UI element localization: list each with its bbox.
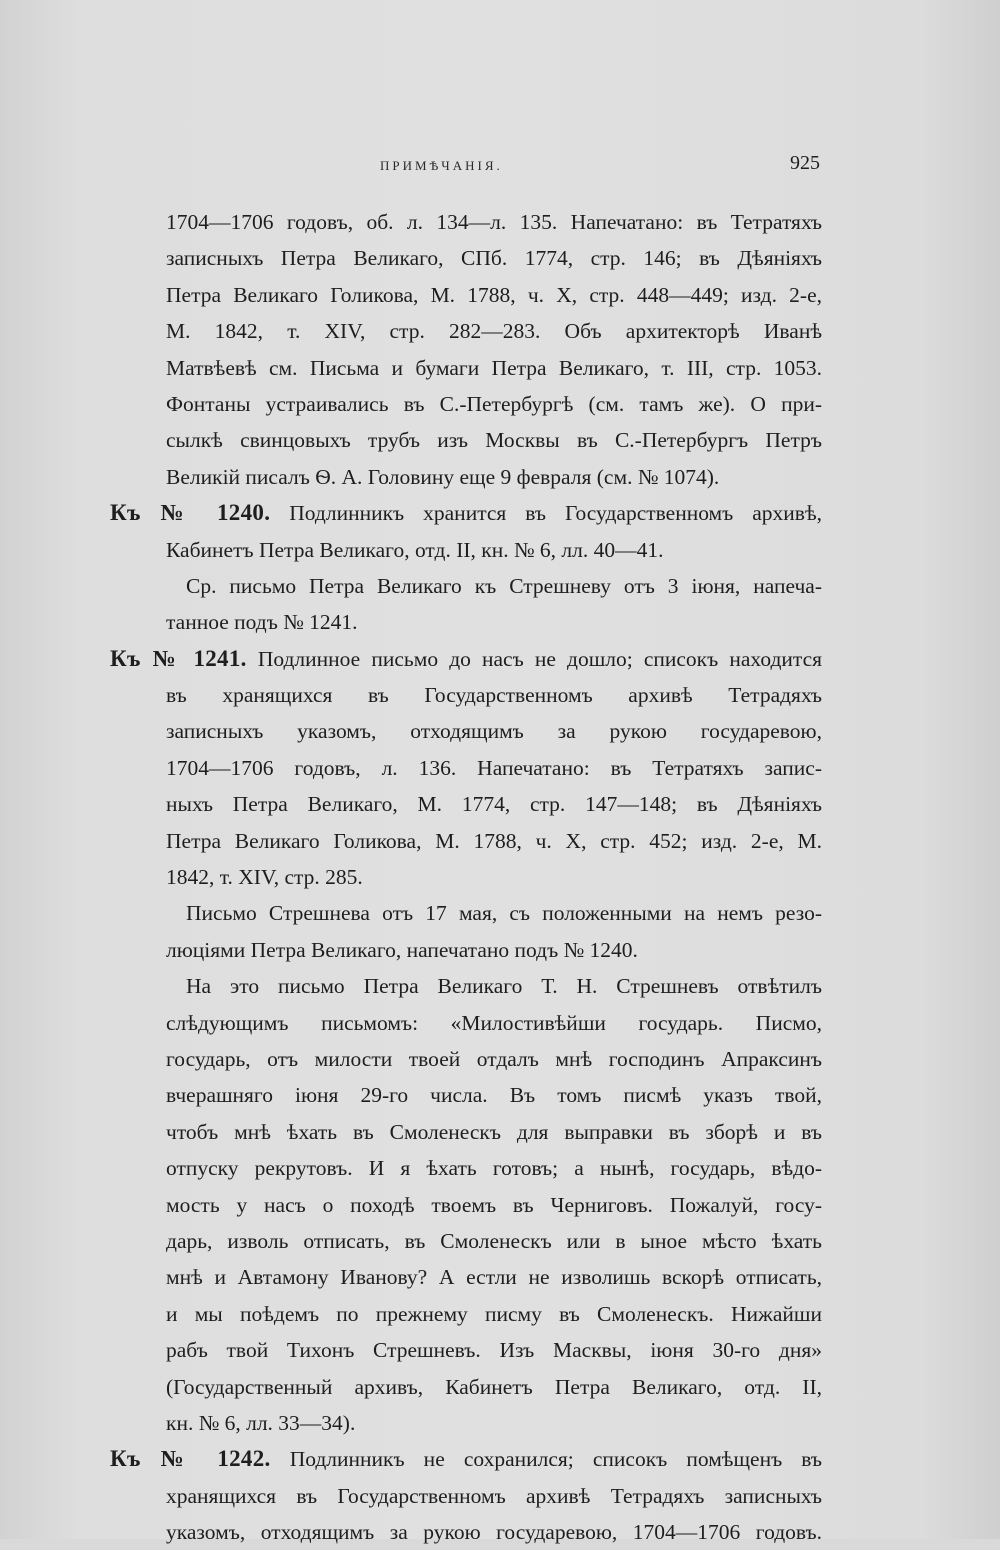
text-line bbox=[110, 459, 822, 495]
text-line bbox=[110, 1478, 822, 1514]
text-line bbox=[110, 277, 822, 313]
line-text: рабъ твой Тихонъ Стрешневъ. Изъ Масквы, іюня 30-го дня» bbox=[166, 1338, 822, 1363]
line-text: и мы поѣдемъ по прежнему писму въ Смоленескъ. Нижайши bbox=[166, 1301, 822, 1326]
line-text: въ хранящихся въ Государственномъ архивѣ Тетрадяхъ bbox=[166, 683, 822, 708]
line-text: Ср. письмо Петра Великаго къ Стрешневу отъ 3 іюня, напеча- bbox=[186, 573, 822, 598]
text-line bbox=[110, 1223, 822, 1259]
text-line bbox=[110, 532, 822, 568]
line-text: Матвѣевѣ см. Письма и бумаги Петра Великаго, т. III, стр. 1053. bbox=[166, 355, 822, 380]
line-text: Кабинетъ Петра Великаго, отд. II, кн. № 6, лл. 40—41. bbox=[166, 537, 664, 562]
text-line bbox=[110, 313, 822, 349]
running-title: ПРИМѢЧАНІЯ. bbox=[380, 158, 503, 173]
line-text: Подлинное письмо до насъ не дошло; списокъ находится bbox=[257, 646, 822, 671]
text-line bbox=[110, 713, 822, 749]
line-text: Письмо Стрешнева отъ 17 мая, съ положенными на немъ резо- bbox=[186, 901, 822, 926]
line-text: сылкѣ свинцовыхъ трубъ изъ Москвы въ С.-Петербургъ Петръ bbox=[166, 428, 822, 453]
line-text: мость у насъ о походѣ твоемъ въ Черниговъ. Пожалуй, госу- bbox=[166, 1192, 822, 1217]
line-text: слѣдующимъ письмомъ: «Милостивѣйши государь. Писмо, bbox=[166, 1010, 822, 1035]
text-line bbox=[110, 350, 822, 386]
line-text: отпуску рекрутовъ. И я ѣхать готовъ; а нынѣ, государь, вѣдо- bbox=[166, 1156, 822, 1181]
text-line bbox=[110, 204, 822, 240]
text-line bbox=[110, 1077, 822, 1113]
line-text: указомъ, отходящимъ за рукою государевою, 1704—1706 годовъ. bbox=[166, 1520, 822, 1545]
text-line bbox=[110, 1114, 822, 1150]
section-heading-line bbox=[110, 1441, 822, 1477]
text-line bbox=[110, 1259, 822, 1295]
text-line bbox=[110, 1332, 822, 1368]
text-line bbox=[110, 1005, 822, 1041]
running-head bbox=[0, 150, 1000, 180]
text-line bbox=[110, 968, 822, 1004]
line-text: М. 1842, т. XIV, стр. 282—283. Объ архитекторѣ Иванѣ bbox=[166, 319, 822, 344]
section-label: Къ № 1240. bbox=[110, 500, 271, 526]
line-text: люціями Петра Великаго, напечатано подъ № 1240. bbox=[166, 937, 638, 962]
text-line bbox=[110, 1296, 822, 1332]
line-text: На это письмо Петра Великаго Т. Н. Стрешневъ отвѣтилъ bbox=[186, 974, 822, 999]
line-text: чтобъ мнѣ ѣхать въ Смоленескъ для выправки въ зборѣ и въ bbox=[166, 1119, 822, 1144]
text-line bbox=[110, 932, 822, 968]
line-text: государь, отъ милости твоей отдалъ мнѣ господинъ Апраксинъ bbox=[166, 1046, 822, 1071]
text-line bbox=[110, 1369, 822, 1405]
text-line bbox=[110, 823, 822, 859]
text-line bbox=[110, 859, 822, 895]
section-heading-line bbox=[110, 495, 822, 531]
line-text: Петра Великаго Голикова, М. 1788, ч. X, стр. 448—449; изд. 2-е, bbox=[166, 282, 822, 307]
text-line bbox=[110, 240, 822, 276]
body-text bbox=[110, 204, 822, 1550]
line-text: 1704—1706 годовъ, л. 136. Напечатано: въ Тетратяхъ запис- bbox=[166, 755, 822, 780]
line-text: (Государственный архивъ, Кабинетъ Петра Великаго, отд. II, bbox=[166, 1374, 822, 1399]
text-line bbox=[110, 386, 822, 422]
text-line bbox=[110, 1041, 822, 1077]
text-line bbox=[110, 422, 822, 458]
line-text: мнѣ и Автамону Иванову? А естли не изволишь вскорѣ отписать, bbox=[166, 1265, 822, 1290]
text-line bbox=[110, 1187, 822, 1223]
line-text: вчерашняго іюня 29-го числа. Въ томъ писмѣ указъ твой, bbox=[166, 1083, 822, 1108]
text-line bbox=[110, 677, 822, 713]
text-line bbox=[110, 568, 822, 604]
line-text: 1842, т. XIV, стр. 285. bbox=[166, 865, 363, 890]
line-text: дарь, изволь отписать, въ Смоленескъ или в ыное мѣсто ѣхать bbox=[166, 1228, 822, 1253]
line-text: Подлинникъ не сохранился; списокъ помѣщенъ въ bbox=[289, 1447, 822, 1472]
text-line bbox=[110, 1150, 822, 1186]
line-text: ныхъ Петра Великаго, М. 1774, стр. 147—148; въ Дѣяніяхъ bbox=[166, 792, 822, 817]
line-text: Великій писалъ Ѳ. А. Головину еще 9 февраля (см. № 1074). bbox=[166, 464, 720, 489]
line-text: Подлинникъ хранится въ Государственномъ архивѣ, bbox=[289, 501, 822, 526]
section-label: Къ № 1242. bbox=[110, 1446, 271, 1472]
section-heading-line bbox=[110, 641, 822, 677]
text-line bbox=[110, 604, 822, 640]
line-text: танное подъ № 1241. bbox=[166, 610, 358, 635]
section-label: Къ № 1241. bbox=[110, 645, 247, 671]
line-text: записныхъ Петра Великаго, СПб. 1774, стр. 146; въ Дѣяніяхъ bbox=[166, 246, 822, 271]
text-line bbox=[110, 750, 822, 786]
text-line bbox=[110, 1405, 822, 1441]
page-number: 925 bbox=[790, 152, 820, 174]
line-text: Фонтаны устраивались въ С.-Петербургѣ (см. тамъ же). О при- bbox=[166, 391, 822, 416]
line-text: хранящихся въ Государственномъ архивѣ Тетрадяхъ записныхъ bbox=[166, 1483, 822, 1508]
line-text: записныхъ указомъ, отходящимъ за рукою государевою, bbox=[166, 719, 822, 744]
text-line bbox=[110, 786, 822, 822]
line-text: 1704—1706 годовъ, об. л. 134—л. 135. Напечатано: въ Тетратяхъ bbox=[166, 210, 822, 234]
line-text: Петра Великаго Голикова, М. 1788, ч. X, стр. 452; изд. 2-е, М. bbox=[166, 828, 822, 853]
line-text: кн. № 6, лл. 33—34). bbox=[166, 1410, 356, 1435]
text-line bbox=[110, 1514, 822, 1550]
text-line bbox=[110, 895, 822, 931]
